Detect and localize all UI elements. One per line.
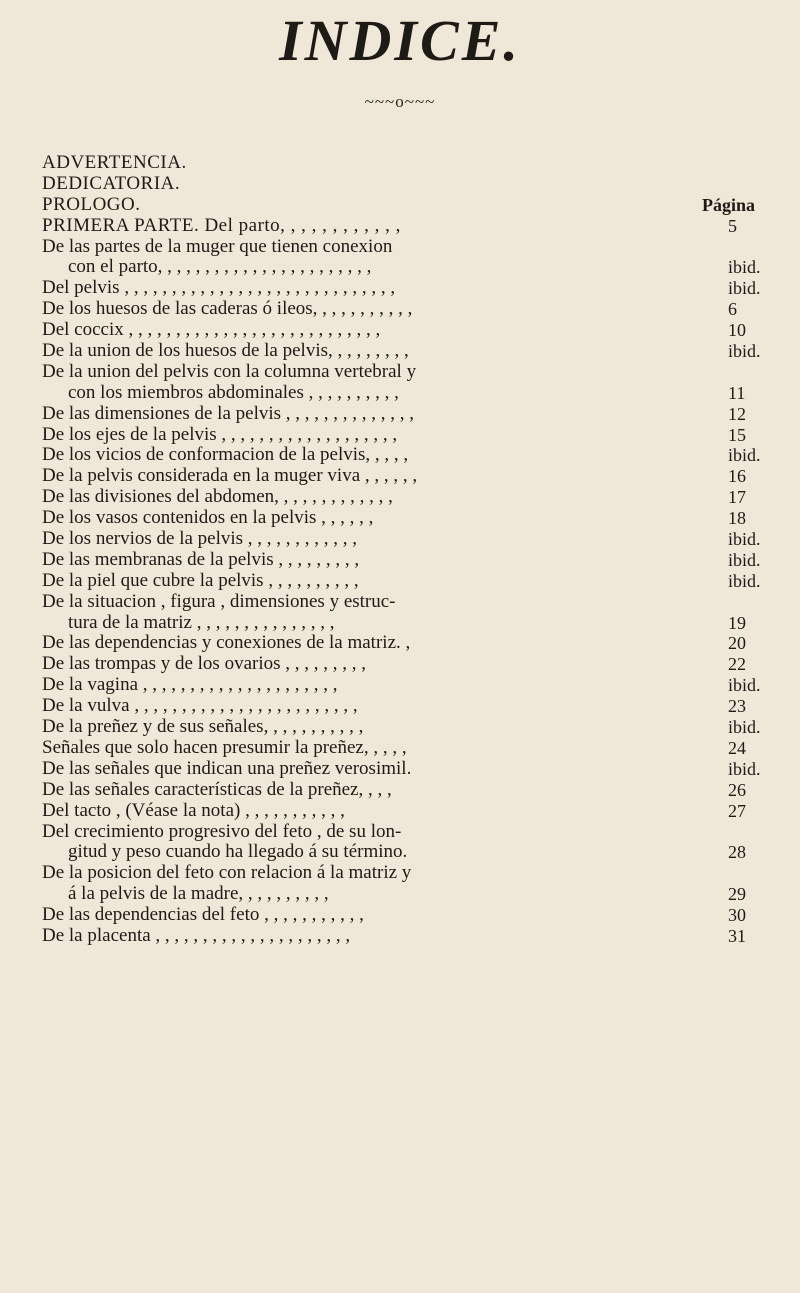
entry-title: De los huesos de las caderas ó ileos, , , , , , , , , , , [42, 298, 413, 320]
index-entry [42, 571, 782, 592]
entry-title: á la pelvis de la madre, , , , , , , , , , [68, 883, 329, 905]
entry-title: De las partes de la muger que tienen conexion [42, 235, 393, 257]
entry-page-number: 20 [728, 633, 746, 654]
entry-title: PROLOGO. [42, 193, 141, 215]
page-column-label: Página [702, 194, 756, 215]
entry-title: Señales que solo hacen presumir la preñez, , , , , [42, 736, 407, 758]
index-entry [42, 216, 782, 237]
entry-page-number: 26 [728, 779, 746, 800]
entry-title: De la union de los huesos de la pelvis, , , , , , , , , [42, 340, 409, 362]
index-entry [42, 592, 782, 613]
entry-title: Del coccix , , , , , , , , , , , , , , , , , , , , , , , , , , , [42, 319, 381, 341]
index-entry [42, 696, 782, 717]
entry-title: De las señales que indican una preñez verosimil. [42, 757, 412, 779]
entry-title: De las membranas de la pelvis , , , , , , , , , [42, 548, 360, 570]
entry-title: De la union del pelvis con la columna vertebral y [42, 360, 417, 382]
entry-title: De las señales características de la preñez, , , , [42, 778, 392, 800]
entry-title: De los vasos contenidos en la pelvis , , , , , , [42, 507, 374, 529]
index-entry [42, 759, 782, 780]
entry-page-number: ibid. [728, 445, 761, 466]
entry-title: De las dependencias y conexiones de la matriz. , [42, 632, 411, 654]
index-entry [42, 237, 782, 258]
entry-page-number: 19 [728, 612, 746, 633]
entry-page-number: 28 [728, 842, 746, 863]
entry-page-number: 24 [728, 737, 746, 758]
entry-page-number: 17 [728, 487, 746, 508]
entry-title: De la vulva , , , , , , , , , , , , , , , , , , , , , , , , [42, 695, 358, 717]
entry-title: ADVERTENCIA. [42, 152, 187, 173]
index-entry [42, 320, 782, 341]
entry-page-number: 15 [728, 424, 746, 445]
entry-page-number: 18 [728, 508, 746, 529]
index-entry [42, 278, 782, 299]
index-entry [42, 445, 782, 466]
entry-page-number: 6 [728, 299, 737, 320]
index-entry [42, 362, 782, 383]
index-entry [42, 842, 782, 863]
index-entry [42, 195, 782, 216]
index-entry [42, 529, 782, 550]
entry-title: tura de la matriz , , , , , , , , , , , , , , , [68, 611, 335, 633]
entry-title: gitud y peso cuando ha llegado á su término. [68, 841, 408, 863]
index-entry [42, 613, 782, 634]
index-entry [42, 633, 782, 654]
entry-page-number: ibid. [728, 278, 761, 299]
entry-page-number: 27 [728, 800, 746, 821]
entry-title: De los vicios de conformacion de la pelvis, , , , , [42, 444, 409, 466]
entry-title: con el parto, , , , , , , , , , , , , , , , , , , , , , , [68, 256, 372, 278]
entry-title: con los miembros abdominales , , , , , , , , , , [68, 381, 399, 403]
index-entry [42, 654, 782, 675]
page-title: INDICE. [279, 8, 521, 73]
index-entry [42, 341, 782, 362]
index-entry [42, 174, 782, 195]
index-entry [42, 717, 782, 738]
entry-page-number: 5 [728, 215, 737, 236]
index-entry [42, 383, 782, 404]
entry-page-number: 31 [728, 925, 746, 946]
ornament-divider: ~~~o~~~ [364, 92, 436, 111]
entry-title: Del crecimiento progresivo del feto , de su lon- [42, 820, 402, 842]
index-entry [42, 299, 782, 320]
entry-page-number: ibid. [728, 717, 761, 738]
entry-title: De los ejes de la pelvis , , , , , , , , , , , , , , , , , , , [42, 423, 398, 445]
entry-page-number: ibid. [728, 529, 761, 550]
index-entry [42, 257, 782, 278]
entry-title: De la posicion del feto con relacion á la matriz y [42, 862, 412, 884]
entry-title: De los nervios de la pelvis , , , , , , , , , , , , [42, 528, 358, 550]
entry-title: PRIMERA PARTE. Del parto, , , , , , , , , , , , [42, 214, 401, 236]
index-entry [42, 738, 782, 759]
index-entry [42, 508, 782, 529]
entry-title: De la preñez y de sus señales, , , , , , , , , , , [42, 716, 364, 738]
index-entry [42, 404, 782, 425]
entry-page-number: ibid. [728, 570, 761, 591]
index-entry [42, 926, 782, 947]
entry-title: De la piel que cubre la pelvis , , , , , , , , , , [42, 569, 359, 591]
index-entry [42, 801, 782, 822]
index-entry [42, 780, 782, 801]
entry-title: De las dimensiones de la pelvis , , , , , , , , , , , , , , [42, 402, 415, 424]
index-entry [42, 905, 782, 926]
index-entry [42, 884, 782, 905]
index-entry [42, 487, 782, 508]
entry-page-number: 30 [728, 905, 746, 926]
entry-title: De la pelvis considerada en la muger viva , , , , , , [42, 465, 418, 487]
entry-page-number: ibid. [728, 341, 761, 362]
entry-title: Del tacto , (Véase la nota) , , , , , , , , , , , [42, 799, 345, 821]
index-entry [42, 675, 782, 696]
entry-page-number: 16 [728, 466, 746, 487]
entry-title: Del pelvis , , , , , , , , , , , , , , , , , , , , , , , , , , , , , [42, 277, 396, 299]
entry-title: De la placenta , , , , , , , , , , , , , , , , , , , , , [42, 924, 351, 946]
entry-title: De las trompas y de los ovarios , , , , , , , , , [42, 653, 367, 675]
index-entry [42, 153, 782, 174]
entry-page-number: ibid. [728, 758, 761, 779]
entry-page-number: 11 [728, 382, 746, 403]
index-entry [42, 863, 782, 884]
entry-page-number: 12 [728, 403, 746, 424]
entry-title: DEDICATORIA. [42, 172, 181, 194]
entry-page-number: ibid. [728, 257, 761, 278]
index-entry [42, 822, 782, 843]
entry-page-number: 23 [728, 696, 746, 717]
index-entry [42, 550, 782, 571]
index-entries [42, 153, 782, 947]
index-entry [42, 466, 782, 487]
entry-title: De las divisiones del abdomen, , , , , , , , , , , , , [42, 486, 393, 508]
entry-title: De la vagina , , , , , , , , , , , , , , , , , , , , , [42, 674, 338, 696]
entry-title: De la situacion , figura , dimensiones y estruc- [42, 590, 396, 612]
entry-page-number: 29 [728, 884, 746, 905]
entry-title: De las dependencias del feto , , , , , , , , , , , [42, 904, 364, 926]
index-entry [42, 425, 782, 446]
entry-page-number: ibid. [728, 675, 761, 696]
entry-page-number: ibid. [728, 549, 761, 570]
entry-page-number: 10 [728, 320, 746, 341]
entry-page-number: 22 [728, 654, 746, 675]
